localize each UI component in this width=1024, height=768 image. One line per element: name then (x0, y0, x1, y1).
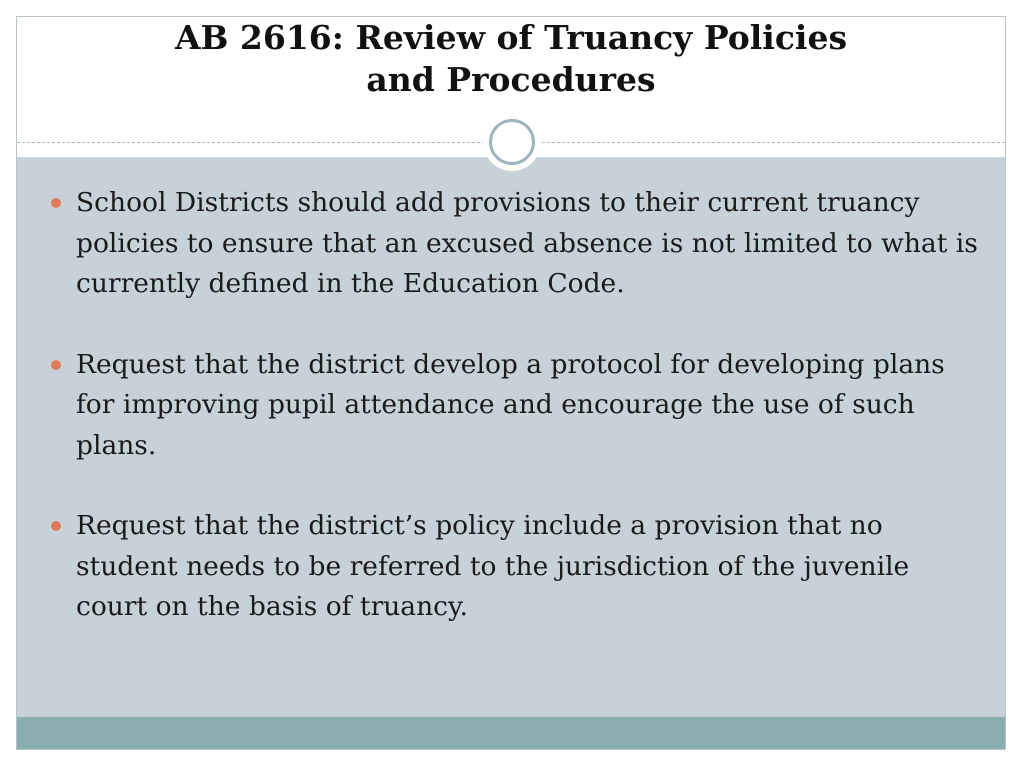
bullet-text: Request that the district’s policy include a provision that no student needs to be referred to the jurisdiction of the juvenile court on the basis of truancy. (76, 510, 910, 622)
bullet-dot-icon (51, 521, 61, 531)
bullet-item (49, 345, 979, 467)
slide-title-line-2: and Procedures (366, 60, 656, 99)
ornament-ring (489, 119, 535, 165)
bullet-list (49, 183, 979, 668)
slide-title-line-1: AB 2616: Review of Truancy Policies (174, 18, 848, 57)
bullet-item (49, 506, 979, 628)
bullet-dot-icon (51, 198, 61, 208)
slide (16, 16, 1006, 750)
slide-title (17, 17, 1005, 101)
bullet-text: Request that the district develop a protocol for developing plans for improving pupil attendance and encourage the use of such plans. (76, 348, 945, 461)
footer-bar (17, 717, 1005, 750)
circle-ornament-icon (483, 113, 541, 171)
bullet-dot-icon (51, 360, 61, 370)
bullet-item (49, 183, 979, 305)
bullet-text: School Districts should add provisions to their current truancy policies to ensure that an excused absence is not limited to what is currently defined in the Education Code. (76, 187, 978, 299)
